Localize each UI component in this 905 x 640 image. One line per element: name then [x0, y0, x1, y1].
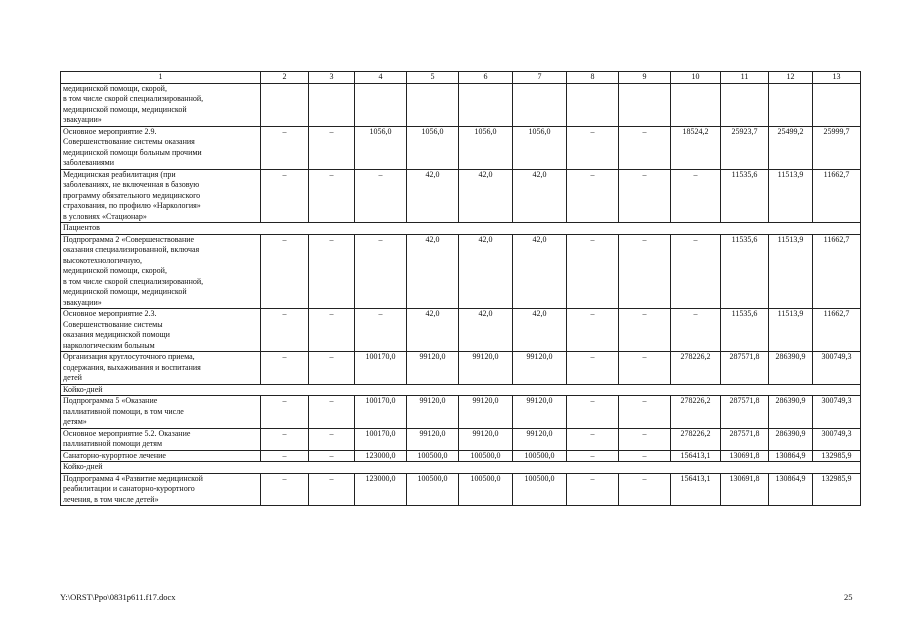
- value-cell: 99120,0: [459, 428, 513, 450]
- value-cell: –: [619, 169, 671, 223]
- value-cell: 278226,2: [671, 428, 721, 450]
- value-cell: 286390,9: [769, 428, 813, 450]
- value-cell: –: [261, 352, 309, 385]
- value-cell: 99120,0: [407, 428, 459, 450]
- value-cell: [309, 83, 355, 126]
- value-cell: 286390,9: [769, 352, 813, 385]
- value-cell: 278226,2: [671, 396, 721, 429]
- unit-row: [61, 223, 861, 235]
- value-cell: 11535,6: [721, 309, 769, 352]
- page-number: 25: [844, 592, 853, 602]
- value-cell: –: [309, 352, 355, 385]
- value-cell: 300749,3: [813, 396, 861, 429]
- budget-table: [60, 71, 861, 506]
- value-cell: [721, 83, 769, 126]
- table-row: [61, 234, 861, 309]
- value-cell: 99120,0: [407, 396, 459, 429]
- value-cell: 278226,2: [671, 352, 721, 385]
- value-cell: 156413,1: [671, 473, 721, 506]
- value-cell: –: [619, 396, 671, 429]
- value-cell: 11535,6: [721, 234, 769, 309]
- value-cell: –: [619, 309, 671, 352]
- value-cell: –: [567, 234, 619, 309]
- value-cell: 11513,9: [769, 234, 813, 309]
- column-number-cell: 12: [769, 72, 813, 84]
- column-number-cell: 3: [309, 72, 355, 84]
- column-number-cell: 1: [61, 72, 261, 84]
- row-label-cell: Подпрограмма 5 «Оказание паллиативной помощи, в том числе детям»: [61, 396, 261, 429]
- value-cell: [459, 83, 513, 126]
- value-cell: 42,0: [459, 309, 513, 352]
- row-label-cell: Подпрограмма 4 «Развитие медицинской реабилитации и санаторно-курортного лечения, в том числе детей»: [61, 473, 261, 506]
- value-cell: 25999,7: [813, 126, 861, 169]
- value-cell: –: [261, 473, 309, 506]
- value-cell: [261, 83, 309, 126]
- value-cell: 42,0: [407, 309, 459, 352]
- value-cell: –: [309, 126, 355, 169]
- row-label-cell: Медицинская реабилитация (при заболеваниях, не включенная в базовую программу обязательного медицинского страхования, по профилю «Наркология» в условиях «Стационар»: [61, 169, 261, 223]
- value-cell: 99120,0: [513, 352, 567, 385]
- value-cell: –: [261, 450, 309, 462]
- table-row: [61, 309, 861, 352]
- table-row: [61, 428, 861, 450]
- column-number-cell: 11: [721, 72, 769, 84]
- table-row: [61, 169, 861, 223]
- unit-label: Койко-дней: [61, 384, 861, 396]
- value-cell: 100170,0: [355, 428, 407, 450]
- value-cell: 287571,8: [721, 428, 769, 450]
- value-cell: –: [671, 234, 721, 309]
- value-cell: 287571,8: [721, 352, 769, 385]
- value-cell: –: [261, 396, 309, 429]
- value-cell: 11662,7: [813, 234, 861, 309]
- value-cell: 123000,0: [355, 450, 407, 462]
- value-cell: 100500,0: [513, 473, 567, 506]
- value-cell: [671, 83, 721, 126]
- value-cell: 11535,6: [721, 169, 769, 223]
- table-row: [61, 450, 861, 462]
- value-cell: 99120,0: [459, 352, 513, 385]
- value-cell: –: [309, 234, 355, 309]
- value-cell: –: [619, 126, 671, 169]
- value-cell: 300749,3: [813, 352, 861, 385]
- value-cell: 300749,3: [813, 428, 861, 450]
- value-cell: 1056,0: [355, 126, 407, 169]
- value-cell: –: [309, 428, 355, 450]
- value-cell: [813, 83, 861, 126]
- value-cell: –: [261, 309, 309, 352]
- value-cell: –: [619, 473, 671, 506]
- row-label-cell: Основное мероприятие 2.3. Совершенствование системы оказания медицинской помощи наркологическим больным: [61, 309, 261, 352]
- value-cell: 100500,0: [459, 450, 513, 462]
- value-cell: –: [619, 234, 671, 309]
- value-cell: [407, 83, 459, 126]
- value-cell: –: [567, 352, 619, 385]
- value-cell: 100500,0: [513, 450, 567, 462]
- value-cell: –: [567, 450, 619, 462]
- table-row: [61, 473, 861, 506]
- row-label-cell: медицинской помощи, скорой, в том числе скорой специализированной, медицинской помощи, медицинской эвакуации»: [61, 83, 261, 126]
- value-cell: 100170,0: [355, 352, 407, 385]
- value-cell: 1056,0: [407, 126, 459, 169]
- value-cell: –: [567, 428, 619, 450]
- value-cell: –: [567, 126, 619, 169]
- value-cell: 123000,0: [355, 473, 407, 506]
- value-cell: [619, 83, 671, 126]
- value-cell: 100500,0: [407, 450, 459, 462]
- table-row: [61, 352, 861, 385]
- unit-label: Пациентов: [61, 223, 861, 235]
- table-row: [61, 396, 861, 429]
- value-cell: 100500,0: [407, 473, 459, 506]
- value-cell: 11662,7: [813, 309, 861, 352]
- value-cell: 99120,0: [513, 396, 567, 429]
- value-cell: 130864,9: [769, 473, 813, 506]
- value-cell: 25499,2: [769, 126, 813, 169]
- value-cell: 42,0: [459, 169, 513, 223]
- value-cell: 130691,8: [721, 473, 769, 506]
- column-number-cell: 6: [459, 72, 513, 84]
- value-cell: [567, 83, 619, 126]
- value-cell: –: [355, 309, 407, 352]
- row-label-cell: Подпрограмма 2 «Совершенствование оказания специализированной, включая высокотехнологичную, медицинской помощи, скорой, в том числе скорой специализированной, медицинской помощи, медицинской эвакуации»: [61, 234, 261, 309]
- value-cell: 25923,7: [721, 126, 769, 169]
- value-cell: –: [261, 126, 309, 169]
- value-cell: –: [619, 352, 671, 385]
- value-cell: –: [261, 169, 309, 223]
- value-cell: 156413,1: [671, 450, 721, 462]
- column-number-cell: 4: [355, 72, 407, 84]
- column-number-cell: 8: [567, 72, 619, 84]
- value-cell: 11513,9: [769, 169, 813, 223]
- value-cell: 100500,0: [459, 473, 513, 506]
- value-cell: –: [309, 450, 355, 462]
- value-cell: 1056,0: [459, 126, 513, 169]
- row-label-cell: Санаторно-курортное лечение: [61, 450, 261, 462]
- value-cell: –: [619, 428, 671, 450]
- column-number-cell: 5: [407, 72, 459, 84]
- table-row: [61, 83, 861, 126]
- footer-file-path: Y:\ORST\Ppo\0831p611.f17.docx: [60, 592, 176, 602]
- column-number-row: [61, 72, 861, 84]
- value-cell: –: [567, 473, 619, 506]
- value-cell: 132985,9: [813, 473, 861, 506]
- value-cell: –: [309, 396, 355, 429]
- value-cell: 11662,7: [813, 169, 861, 223]
- value-cell: –: [671, 309, 721, 352]
- table-row: [61, 126, 861, 169]
- value-cell: 287571,8: [721, 396, 769, 429]
- value-cell: 99120,0: [513, 428, 567, 450]
- value-cell: 42,0: [407, 234, 459, 309]
- column-number-cell: 9: [619, 72, 671, 84]
- value-cell: [513, 83, 567, 126]
- value-cell: 1056,0: [513, 126, 567, 169]
- value-cell: 42,0: [513, 234, 567, 309]
- row-label-cell: Основное мероприятие 2.9. Совершенствование системы оказания медицинской помощи больным прочими заболеваниями: [61, 126, 261, 169]
- value-cell: –: [671, 169, 721, 223]
- value-cell: 11513,9: [769, 309, 813, 352]
- value-cell: 100170,0: [355, 396, 407, 429]
- value-cell: –: [619, 450, 671, 462]
- value-cell: –: [355, 169, 407, 223]
- value-cell: –: [261, 428, 309, 450]
- value-cell: [769, 83, 813, 126]
- value-cell: 130691,8: [721, 450, 769, 462]
- value-cell: [355, 83, 407, 126]
- value-cell: 18524,2: [671, 126, 721, 169]
- value-cell: –: [309, 169, 355, 223]
- value-cell: 130864,9: [769, 450, 813, 462]
- value-cell: –: [567, 309, 619, 352]
- value-cell: –: [567, 396, 619, 429]
- value-cell: 132985,9: [813, 450, 861, 462]
- value-cell: 42,0: [513, 309, 567, 352]
- value-cell: –: [567, 169, 619, 223]
- column-number-cell: 7: [513, 72, 567, 84]
- column-number-cell: 10: [671, 72, 721, 84]
- value-cell: 42,0: [513, 169, 567, 223]
- unit-row: [61, 462, 861, 474]
- unit-label: Койко-дней: [61, 462, 861, 474]
- value-cell: –: [261, 234, 309, 309]
- value-cell: –: [355, 234, 407, 309]
- row-label-cell: Основное мероприятие 5.2. Оказание паллиативной помощи детям: [61, 428, 261, 450]
- row-label-cell: Организация круглосуточного приема, содержания, выхаживания и воспитания детей: [61, 352, 261, 385]
- value-cell: –: [309, 473, 355, 506]
- value-cell: 42,0: [459, 234, 513, 309]
- column-number-cell: 13: [813, 72, 861, 84]
- value-cell: 99120,0: [459, 396, 513, 429]
- unit-row: [61, 384, 861, 396]
- value-cell: 99120,0: [407, 352, 459, 385]
- value-cell: 42,0: [407, 169, 459, 223]
- value-cell: –: [309, 309, 355, 352]
- column-number-cell: 2: [261, 72, 309, 84]
- value-cell: 286390,9: [769, 396, 813, 429]
